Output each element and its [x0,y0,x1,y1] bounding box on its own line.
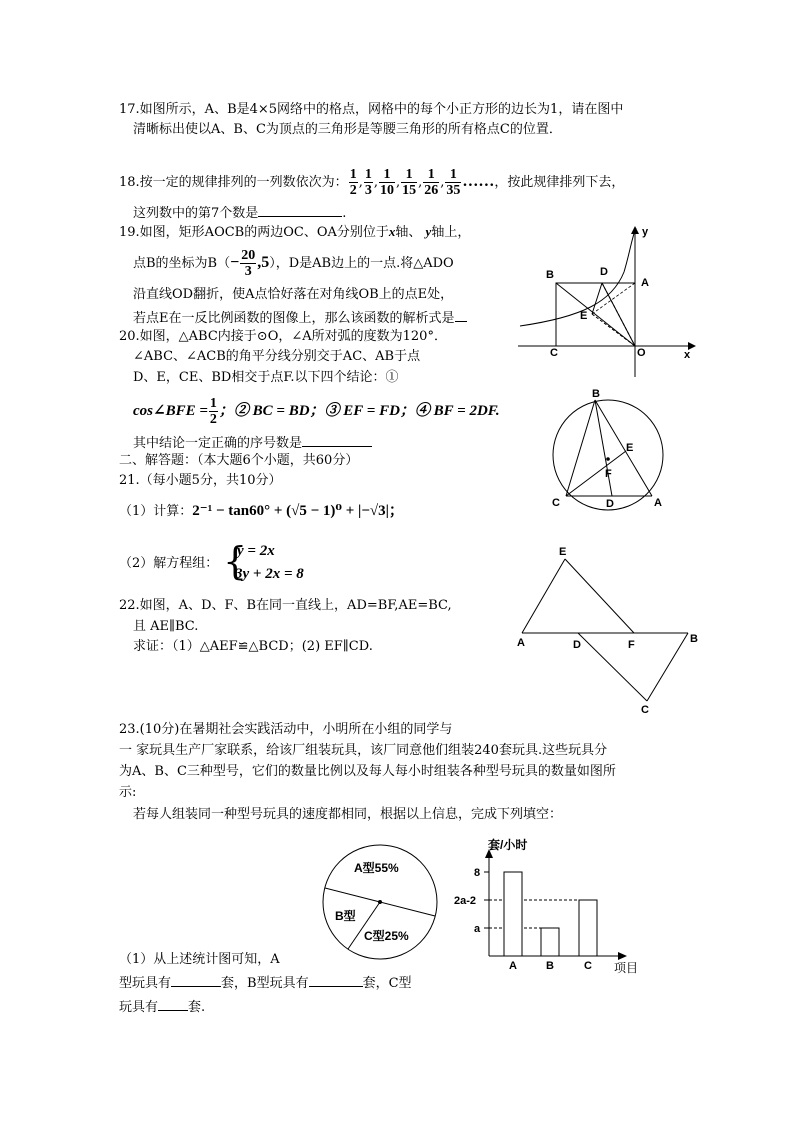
label-a: A [641,277,649,289]
q23-line5: 若每人组装同一种型号玩具的速度都相同，根据以上信息，完成下列填空： [133,807,563,822]
inverse-curve [520,228,636,326]
q21-eq1: y = 2x [237,543,275,559]
center-o-point [606,457,610,461]
q23-line4: 示: [119,785,137,800]
q23-line2: 一 家玩具生产厂家联系，给该厂组装玩具，该厂同意他们组装240套玩具.这些玩具分 [119,743,608,758]
q21-brace-icon: { [223,539,248,583]
bar-xlabel: 项目 [614,961,639,975]
q18-line1: 18.按一定的规律排列的一列数依次为： $\frac{1}{2}$ , $\frac{1}{3}$ , $\frac{1}{10}$ , $\frac{1}{15}$ , $\frac{1}{26}$ , $\frac{1}{35}$ ……，按此规律排列下去， [119,167,625,198]
label-d: D [600,266,608,278]
q18-frac-1: $\frac{1}{2}$ [349,167,357,198]
pie-label-b: B型 [335,909,356,923]
label-x: x [684,349,691,361]
segment-cd [578,633,647,701]
segment-ae [522,559,565,633]
q19-coord-frac: $\frac{20}{3}$ [241,248,256,279]
tick-label-a: a [474,923,481,935]
bar-a [504,872,522,956]
label-c: C [641,704,649,716]
pie-label-c: C型25% [364,929,409,943]
q23-p1-line2: 型玩具有 套，B型玩具有 套，C型 [119,972,412,993]
segment-ef [565,559,634,633]
diagonal-ob [556,283,635,346]
label-a: A [517,637,525,649]
segment-ce [566,451,626,496]
label-y: y [642,226,649,238]
q18-dots: …… [462,173,495,190]
label-b: B [690,633,698,645]
label-f: F [628,639,635,651]
line-do-dashed [602,283,635,346]
q20-line1: 20.如图，△ABC内接于⊙O，∠A所对弧的度数为120°． [119,329,447,344]
q21-eq2: 3y + 2x = 8 [235,566,304,582]
q19-line3: 沿直线OD翻折，使A点恰好落在对角线OB上的点E处， [133,287,454,302]
q20-figure [548,388,674,516]
q18-prefix: 18.按一定的规律排列的一列数依次为： [119,175,348,190]
bar-c [579,900,597,956]
q18-answer-blank[interactable] [258,202,342,217]
q19-line4: 若点E在一反比例函数的图像上，那么该函数的解析式是 [133,307,467,328]
segment-bc [647,633,688,701]
bar-x-arrow [618,952,627,960]
q23-p1-line1: （1）从上述统计图可知，A [119,952,280,967]
q22-figure [512,542,708,718]
line-de [592,283,602,314]
label-c: C [552,497,560,509]
line-ae-dashed [592,283,635,314]
q23-line3: 为A、B、C三种型号，它们的数量比例以及每人每小时组装各种型号玩具的数量如图所 [119,764,616,779]
pie-chart [320,842,440,962]
q22-line3: 求证：（1）△AEF≌△BCD；(2) EF∥CD. [133,639,373,654]
line-eo-dashed [592,314,635,346]
section2-title: 二、解答题：（本大题6个小题，共60分） [119,453,359,468]
q21-part2-label: （2）解方程组： [119,556,219,571]
q20-answer-blank[interactable] [302,432,372,447]
q18-frac-4: $\frac{1}{15}$ [402,167,417,198]
blank-a-count[interactable] [171,972,221,987]
label-a: A [654,497,662,509]
bar-ylabel: 套/小时 [488,838,528,852]
q22-line2: 且 AE∥BC. [133,619,199,634]
q23-p1-line3: 玩具有 套. [119,996,205,1017]
blank-c-count[interactable] [158,996,188,1011]
label-b: B [592,388,600,400]
q20-line2: ∠ABC、∠ACB的角平分线分别交于AC、AB于点 [133,349,421,364]
q20-half-frac: $\frac{1}{2}$ [209,396,217,427]
bar-b [541,928,559,956]
q19-answer-blank[interactable] [455,307,467,322]
q19-line2: 点B的坐标为B（− $\frac{20}{3}$ ,5），D是AB边上的一点.将△ADO [133,248,454,279]
q19-figure [512,222,698,382]
label-f: F [605,468,612,480]
q18-suffix: ，按此规律排列下去， [494,175,625,190]
cat-label-b: B [546,960,554,972]
q20-line3: D、E，CE、BD相交于点F.以下四个结论：① [133,370,399,385]
q18-frac-5: $\frac{1}{26}$ [424,167,439,198]
label-b: B [546,269,554,281]
label-e: E [559,546,567,558]
label-e: E [626,442,634,454]
blank-b-count[interactable] [309,972,363,987]
q22-line1: 22.如图，A、D、F、B在同一直线上，AD=BF,AE=BC, [119,598,452,613]
q18-frac-3: $\frac{1}{10}$ [379,167,394,198]
q19-line1: 19.如图，矩形AOCB的两边OC、OA分别位于x轴、 y轴上， [119,224,471,240]
label-d: D [573,639,581,651]
q18-frac-6: $\frac{1}{35}$ [446,167,461,198]
q20-line4: cos∠BFE = $\frac{1}{2}$ ；② BC = BD；③ EF = FD；④ BF = 2DF. [133,396,500,427]
q17-line2: 清晰标出使以A、B、C为顶点的三角形是等腰三角形的所有格点C的位置． [133,122,562,137]
q21-part1: （1）计算：2⁻¹ − tan60° + (√5 − 1)⁰ + |−√3|； [119,503,404,519]
label-e: E [580,310,588,322]
q18-line2: 这列数中的第7个数是 . [133,202,346,223]
tick-label-2a-2: 2a-2 [454,895,477,907]
q23-line1: 23.(10分)在暑期社会实践活动中，小明所在小组的同学与 [119,722,453,737]
q18-frac-2: $\frac{1}{3}$ [364,167,372,198]
label-o: O [637,347,646,359]
q17-line1: 17.如图所示，A、B是4×5网络中的格点，网格中的每个小正方形的边长为1，请在图中 [119,102,624,117]
q21-title: 21.（每小题5分，共10分） [119,473,282,488]
cat-label-c: C [584,960,592,972]
label-c: C [550,347,558,359]
label-d: D [606,498,614,510]
bar-chart [452,838,644,978]
pie-label-a: A型55% [354,861,399,875]
pie-center [378,900,382,904]
cat-label-a: A [509,960,517,972]
q20-line5: 其中结论一定正确的序号数是 [133,432,372,453]
tick-label-8: 8 [474,867,481,879]
